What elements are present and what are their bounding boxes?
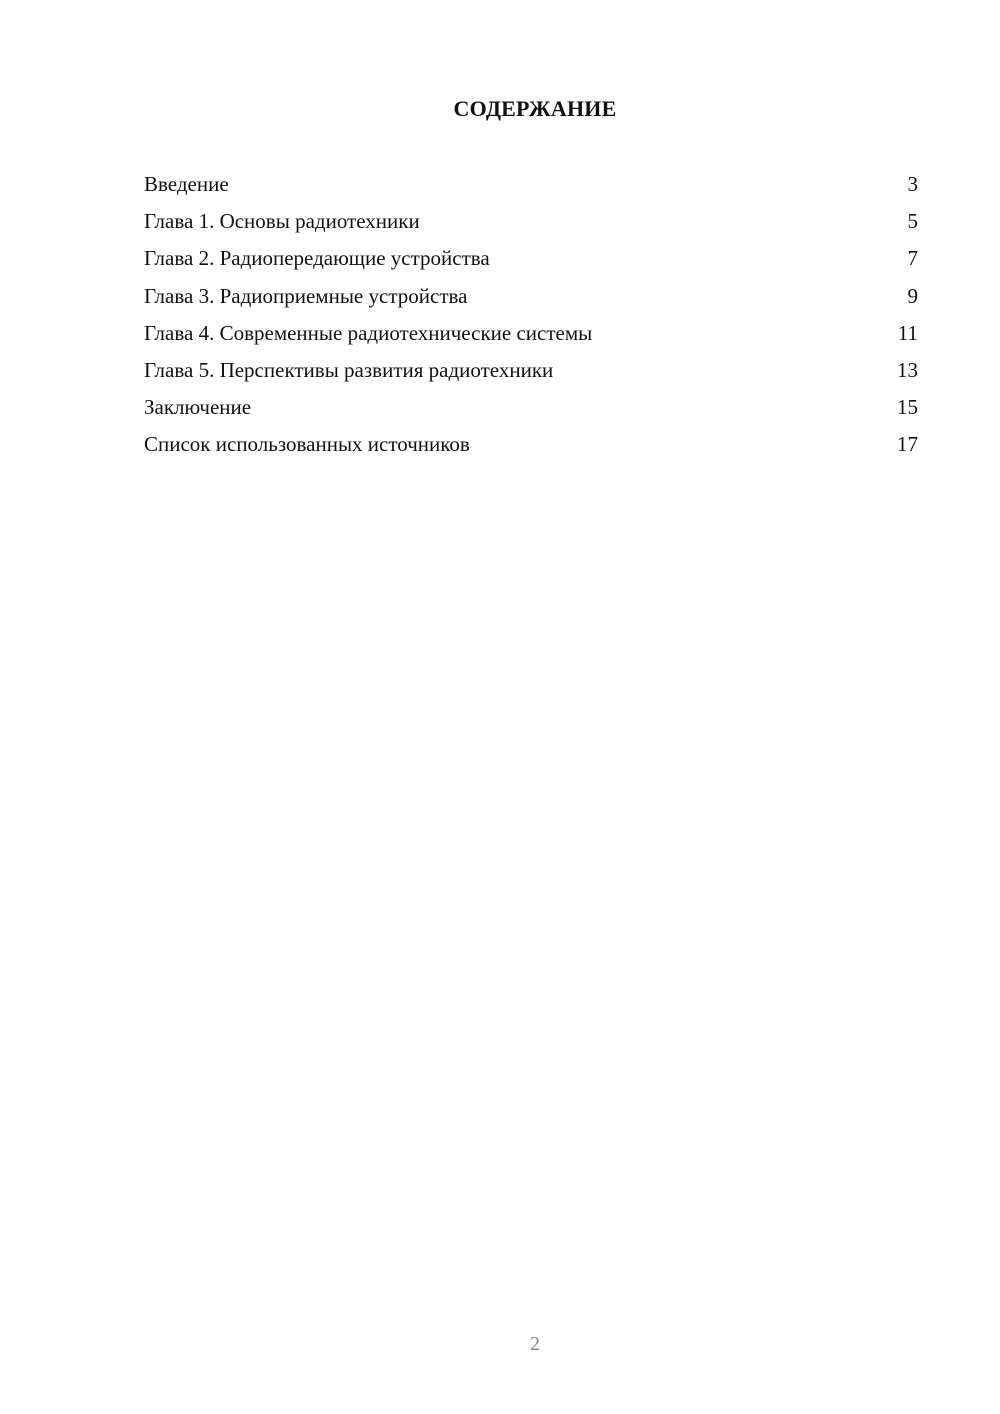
toc-entry-title: Заключение	[144, 395, 252, 420]
toc-heading: СОДЕРЖАНИЕ	[453, 96, 617, 121]
toc-entry	[144, 389, 918, 426]
toc-entry	[144, 278, 918, 315]
toc-entry-title: Введение	[144, 172, 229, 196]
toc-entry-page-number: 3	[907, 172, 918, 196]
toc-entry-page-number: 17	[897, 432, 918, 457]
table-of-contents	[144, 166, 918, 464]
toc-entry	[144, 166, 918, 203]
toc-entry	[144, 240, 918, 277]
toc-entry	[144, 315, 918, 352]
toc-entry	[144, 203, 918, 240]
toc-entry-title: Глава 5. Перспективы развития радиотехники	[144, 357, 554, 382]
toc-entry-title: Глава 4. Современные радиотехнические системы	[144, 320, 593, 345]
toc-entry-page-number: 7	[907, 246, 918, 271]
toc-entry-title: Глава 1. Основы радиотехники	[144, 209, 420, 234]
page-number: 2	[530, 1333, 540, 1355]
toc-entry-page-number: 5	[907, 209, 918, 234]
toc-entry-page-number: 9	[907, 283, 918, 308]
toc-entry-page-number: 15	[897, 395, 918, 420]
toc-entry-page-number: 13	[897, 357, 918, 382]
toc-entry-page-number: 11	[897, 320, 918, 345]
toc-entry	[144, 426, 918, 463]
toc-entry-title: Глава 2. Радиопередающие устройства	[144, 246, 490, 271]
toc-entry-title: Глава 3. Радиоприемные устройства	[144, 283, 468, 308]
toc-entry	[144, 352, 918, 389]
toc-entry-title: Список использованных источников	[144, 432, 470, 457]
